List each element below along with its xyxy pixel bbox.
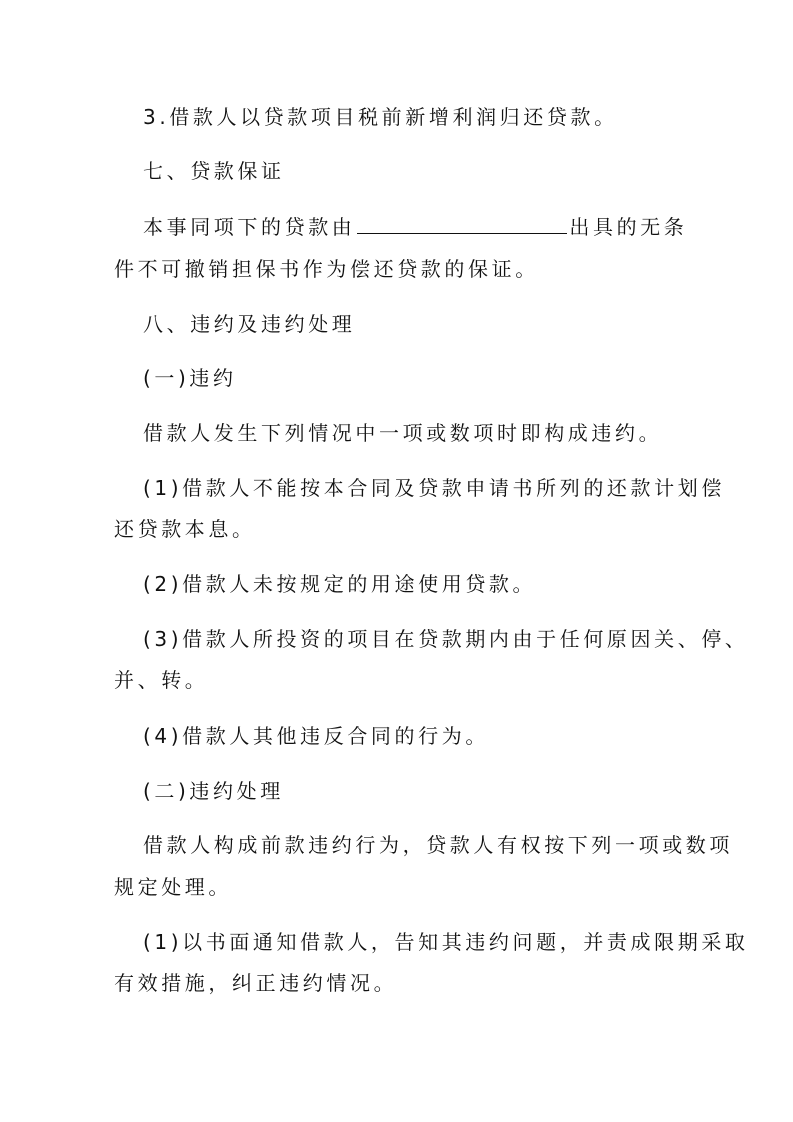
section-heading-default: 八、违约及违约处理 xyxy=(143,312,356,336)
subheading-default: (一)违约 xyxy=(143,366,237,390)
section-heading-loan-guarantee: 七、贷款保证 xyxy=(143,159,285,183)
paragraph-repayment-source: 3.借款人以贷款项目税前新增利润归还贷款。 xyxy=(143,105,618,129)
guarantee-text-start: 本事同项下的贷款由 xyxy=(143,215,356,239)
default-item-3-line1: (3)借款人所投资的项目在贷款期内由于任何原因关、停、 xyxy=(143,627,749,651)
subheading-default-handling: (二)违约处理 xyxy=(143,779,284,803)
paragraph-guarantee-line1 xyxy=(143,213,713,241)
handling-item-1-line2: 有效措施，纠正违约情况。 xyxy=(114,971,398,995)
default-item-3-line2: 并、转。 xyxy=(114,668,209,692)
default-item-1-line1: (1)借款人不能按本合同及贷款申请书所列的还款计划偿 xyxy=(143,476,725,500)
default-item-1-line2: 还贷款本息。 xyxy=(114,517,256,541)
guarantee-text-end: 出具的无条 xyxy=(569,215,688,239)
paragraph-handling-line1: 借款人构成前款违约行为，贷款人有权按下列一项或数项 xyxy=(143,833,733,857)
paragraph-default-intro: 借款人发生下列情况中一项或数项时即构成违约。 xyxy=(143,421,663,445)
default-item-2: (2)借款人未按规定的用途使用贷款。 xyxy=(143,572,537,596)
default-item-4: (4)借款人其他违反合同的行为。 xyxy=(143,724,489,748)
handling-item-1-line1: (1)以书面通知借款人，告知其违约问题，并责成限期采取 xyxy=(143,930,749,954)
paragraph-handling-line2: 规定处理。 xyxy=(114,875,232,899)
paragraph-guarantee-line2: 件不可撤销担保书作为偿还贷款的保证。 xyxy=(114,257,539,281)
guarantor-blank xyxy=(357,215,567,234)
